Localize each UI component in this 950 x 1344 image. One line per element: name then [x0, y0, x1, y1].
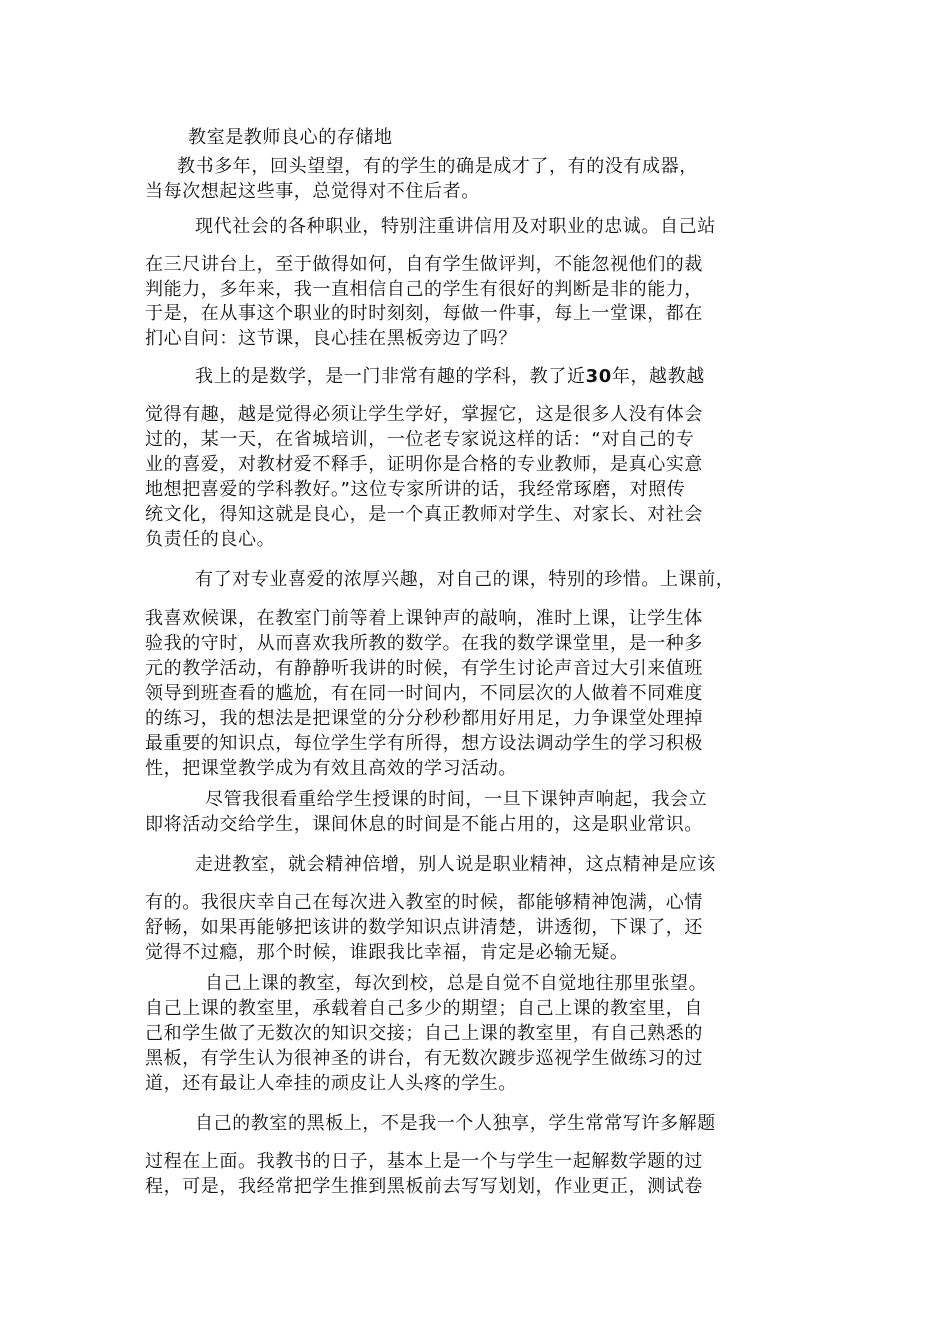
- text-line: 觉得不过瘾，那个时候，谁跟我比幸福，肯定是必输无疑。: [145, 942, 629, 963]
- text-line: 觉得有趣，越是觉得必须让学生学好，掌握它，这是很多人没有体会: [145, 404, 703, 425]
- text-line: [195, 365, 705, 389]
- text-line: 己和学生做了无数次的知识交接；自己上课的教室里，有自己熟悉的: [145, 1023, 703, 1044]
- text-line: 判能力，多年来，我一直相信自己的学生有很好的判断是非的能力，: [145, 279, 703, 300]
- text-line: 于是，在从事这个职业的时时刻刻，每做一件事，每上一堂课，都在: [145, 303, 703, 324]
- text-line: 统文化，得知这就是良心，是一个真正教师对学生、对家长、对社会: [145, 504, 703, 525]
- text-line: 的练习，我的想法是把课堂的分分秒秒都用好用足，力争课堂处理掉: [145, 708, 703, 729]
- text-line: 舒畅，如果再能够把该讲的数学知识点讲清楚，讲透彻，下课了，还: [145, 917, 703, 938]
- text-line: 负责任的良心。: [145, 529, 276, 550]
- text-line: 领导到班查看的尴尬，有在同一时间内，不同层次的人做着不同难度: [145, 683, 703, 704]
- text-line: 业的喜爱，对教材爱不释手，证明你是合格的专业教师，是真心实意: [145, 454, 703, 475]
- text-line: 过的，某一天，在省城培训，一位老专家说这样的话：“对自己的专: [145, 429, 695, 450]
- text-segment: 年，越教越: [611, 366, 705, 387]
- text-line: 尽管我很看重给学生授课的时间，一旦下课钟声响起，我会立: [205, 789, 708, 810]
- text-line: 黑板，有学生认为很神圣的讲台，有无数次踱步巡视学生做练习的过: [145, 1048, 703, 1069]
- text-line: 最重要的知识点，每位学生学有所得，想方设法调动学生的学习积极: [145, 733, 703, 754]
- text-line: 验我的守时，从而喜欢我所教的数学。在我的数学课堂里，是一种多: [145, 633, 703, 654]
- text-line: 有了对专业喜爱的浓厚兴趣，对自己的课，特别的珍惜。上课前，: [195, 569, 735, 590]
- text-line: 自己上课的教室里，承载着自己多少的期望；自己上课的教室里，自: [145, 998, 703, 1019]
- text-line: 我喜欢候课，在教室门前等着上课钟声的敲响，准时上课，让学生体: [145, 608, 703, 629]
- text-line: 现代社会的各种职业，特别注重讲信用及对职业的忠诚。自己站: [195, 216, 716, 237]
- text-line: 扪心自问：这节课，良心挂在黑板旁边了吗？: [145, 328, 517, 349]
- text-line: 当每次想起这些事，总觉得对不住后者。: [145, 181, 480, 202]
- text-line: 自己上课的教室，每次到校，总是自觉不自觉地往那里张望。: [205, 973, 708, 994]
- text-line: 地想把喜爱的学科教好。”这位专家所讲的话，我经常琢磨，对照传: [145, 479, 686, 500]
- text-line: 过程在上面。我教书的日子，基本上是一个与学生一起解数学题的过: [145, 1151, 703, 1172]
- text-line: 性，把课堂教学成为有效且高效的学习活动。: [145, 758, 517, 779]
- text-line: 有的。我很庆幸自己在每次进入教室的时候，都能够精神饱满，心情: [145, 892, 703, 913]
- text-line: 走进教室，就会精神倍增，别人说是职业精神，这点精神是应该: [195, 854, 716, 875]
- text-line: 在三尺讲台上，至于做得如何，自有学生做评判，不能忽视他们的裁: [145, 254, 703, 275]
- document-title: 教室是教师良心的存储地: [188, 127, 393, 148]
- text-line: 即将活动交给学生，课间休息的时间是不能占用的，这是职业常识。: [145, 814, 703, 835]
- text-line: 道，还有最让人牵挂的顽皮让人头疼的学生。: [145, 1073, 517, 1094]
- number-text: 30: [585, 366, 612, 387]
- text-line: 元的教学活动，有静静听我讲的时候，有学生讨论声音过大引来值班: [145, 658, 703, 679]
- text-line: 自己的教室的黑板上，不是我一个人独享，学生常常写许多解题: [195, 1113, 716, 1134]
- text-segment: 我上的是数学，是一门非常有趣的学科，教了近: [195, 366, 586, 387]
- text-line: 程，可是，我经常把学生推到黑板前去写写划划，作业更正，测试卷: [145, 1176, 703, 1197]
- text-line: 教书多年，回头望望，有的学生的确是成才了，有的没有成器，: [177, 156, 698, 177]
